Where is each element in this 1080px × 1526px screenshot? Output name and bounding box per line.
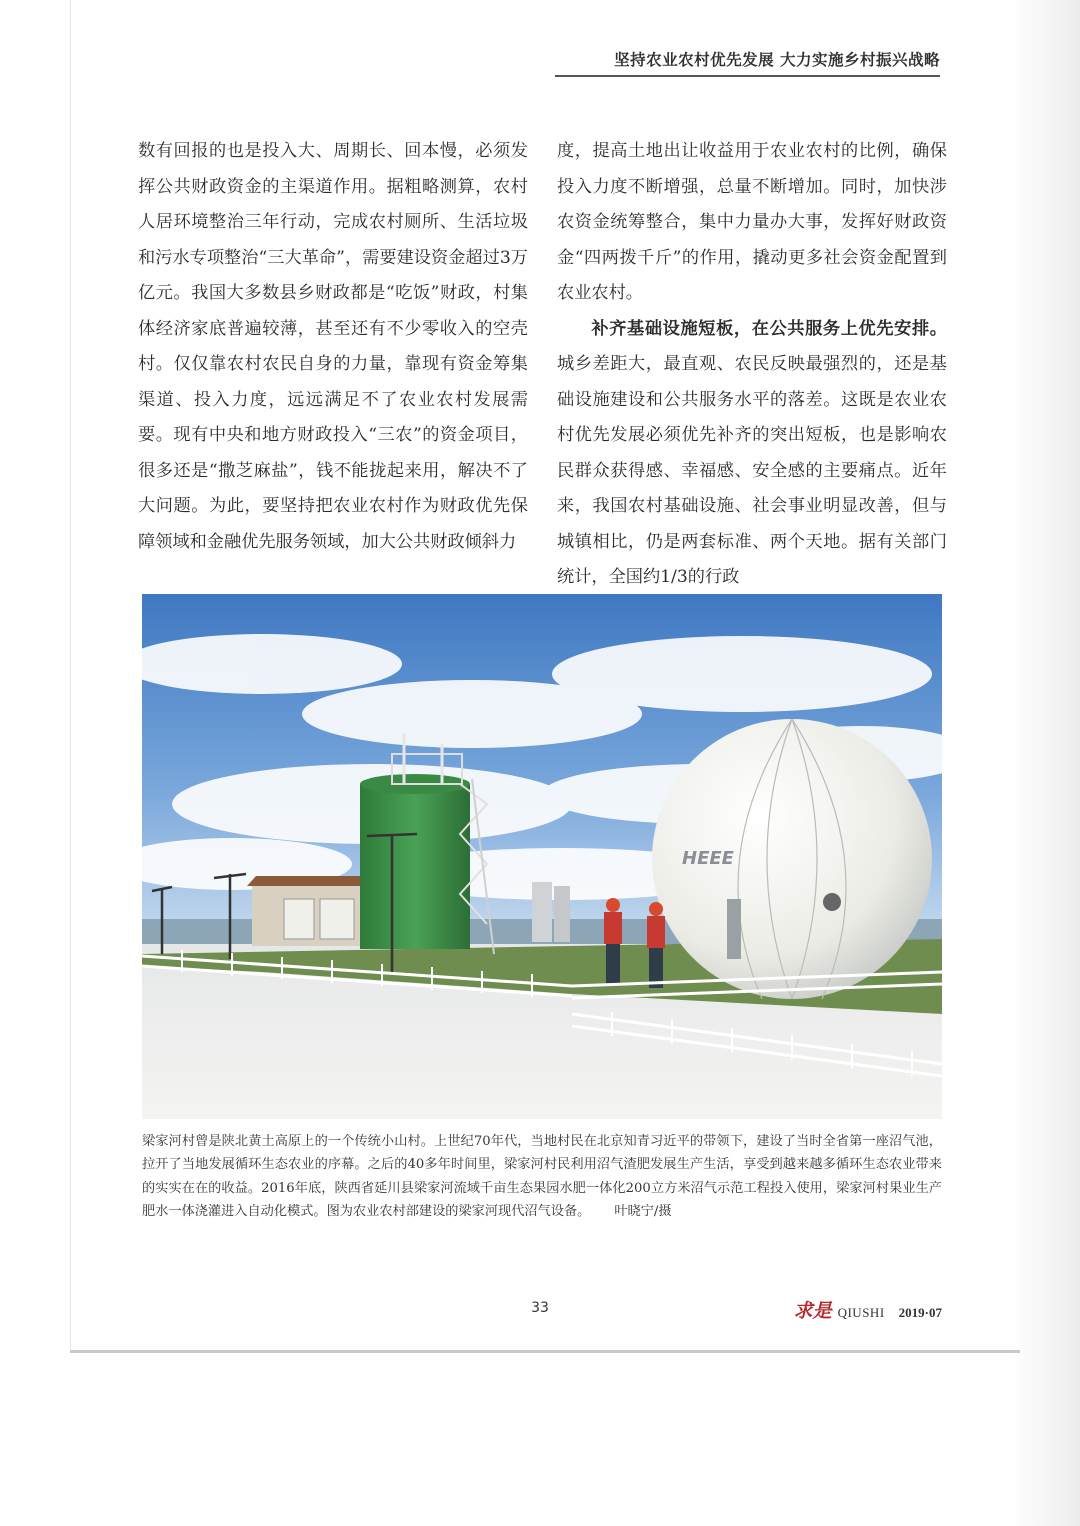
section-lead-heading: 补齐基础设施短板，在公共服务上优先安排。: [591, 318, 947, 339]
magazine-latin-name: QIUSHI: [837, 1305, 885, 1320]
magazine-masthead: [760, 1296, 942, 1323]
small-tanks: [532, 882, 570, 942]
page-shadow: [1010, 0, 1080, 1526]
left-column: [138, 134, 528, 560]
page-number: 33: [531, 1300, 549, 1316]
biogas-facility-photo: [142, 594, 942, 1119]
gas-holder-dome: [652, 719, 932, 999]
right-paragraph-2: [557, 312, 947, 596]
page-edge-bottom: [70, 1350, 1020, 1353]
running-head-rule: [555, 75, 940, 77]
photo-caption: [142, 1130, 942, 1224]
caption-text: 梁家河村曾是陕北黄土高原上的一个传统小山村。上世纪70年代，当地村民在北京知青习近平的带领下，建设了当时全省第一座沼气池，拉开了当地发展循环生态农业的序幕。之后的40多年时间里，梁家河村民利用沼气渣肥发展生产生活，享受到越来越多循环生态农业带来的实实在在的收益。2016年底，陕西省延川县梁家河流域千亩生态果园水肥一体化200立方米沼气示范工程投入使用，梁家河村果业生产肥水一体浇灌进入自动化模式。图为农业农村部建设的梁家河现代沼气设备。: [142, 1134, 942, 1220]
left-paragraph-1: 数有回报的也是投入大、周期长、回本慢，必须发挥公共财政资金的主渠道作用。据粗略测算，农村人居环境整治三年行动，完成农村厕所、生活垃圾和污水专项整治“三大革命”，需要建设资金超过3万亿元。我国大多数县乡财政都是“吃饭”财政，村集体经济家底普遍较薄，甚至还有不少零收入的空壳村。仅仅靠农村农民自身的力量，靠现有资金筹集渠道、投入力度，远远满足不了农业农村发展需要。现有中央和地方财政投入“三农”的资金项目，很多还是“撒芝麻盐”，钱不能拢起来用，解决不了大问题。为此，要坚持把农业农村作为财政优先保障领域和金融优先服务领域，加大公共财政倾斜力: [138, 141, 528, 552]
running-head: 坚持农业农村优先发展 大力实施乡村振兴战略: [614, 51, 940, 69]
photo-credit: 叶晓宁/摄: [614, 1204, 672, 1220]
right-paragraph-1: 度，提高土地出让收益用于农业农村的比例，确保投入力度不断增强，总量不断增加。同时，加快涉农资金统筹整合，集中力量办大事，发挥好财政资金“四两拨千斤”的作用，撬动更多社会资金配置到农业农村。: [557, 141, 947, 303]
right-paragraph-2-body: 城乡差距大，最直观、农民反映最强烈的，还是基础设施建设和公共服务水平的落差。这既是农业农村优先发展必须优先补齐的突出短板，也是影响农民群众获得感、幸福感、安全感的主要痛点。近年来，我国农村基础设施、社会事业明显改善，但与城镇相比，仍是两套标准、两个天地。据有关部门统计，全国约1/3的行政: [557, 354, 947, 587]
right-column: [557, 134, 947, 596]
issue-number: 2019·07: [898, 1305, 942, 1320]
magazine-logo: 求是: [793, 1300, 832, 1322]
page-edge-left: [70, 0, 71, 1352]
exhibit-building: [247, 876, 367, 946]
dome-lettering: HEEE: [682, 848, 734, 869]
